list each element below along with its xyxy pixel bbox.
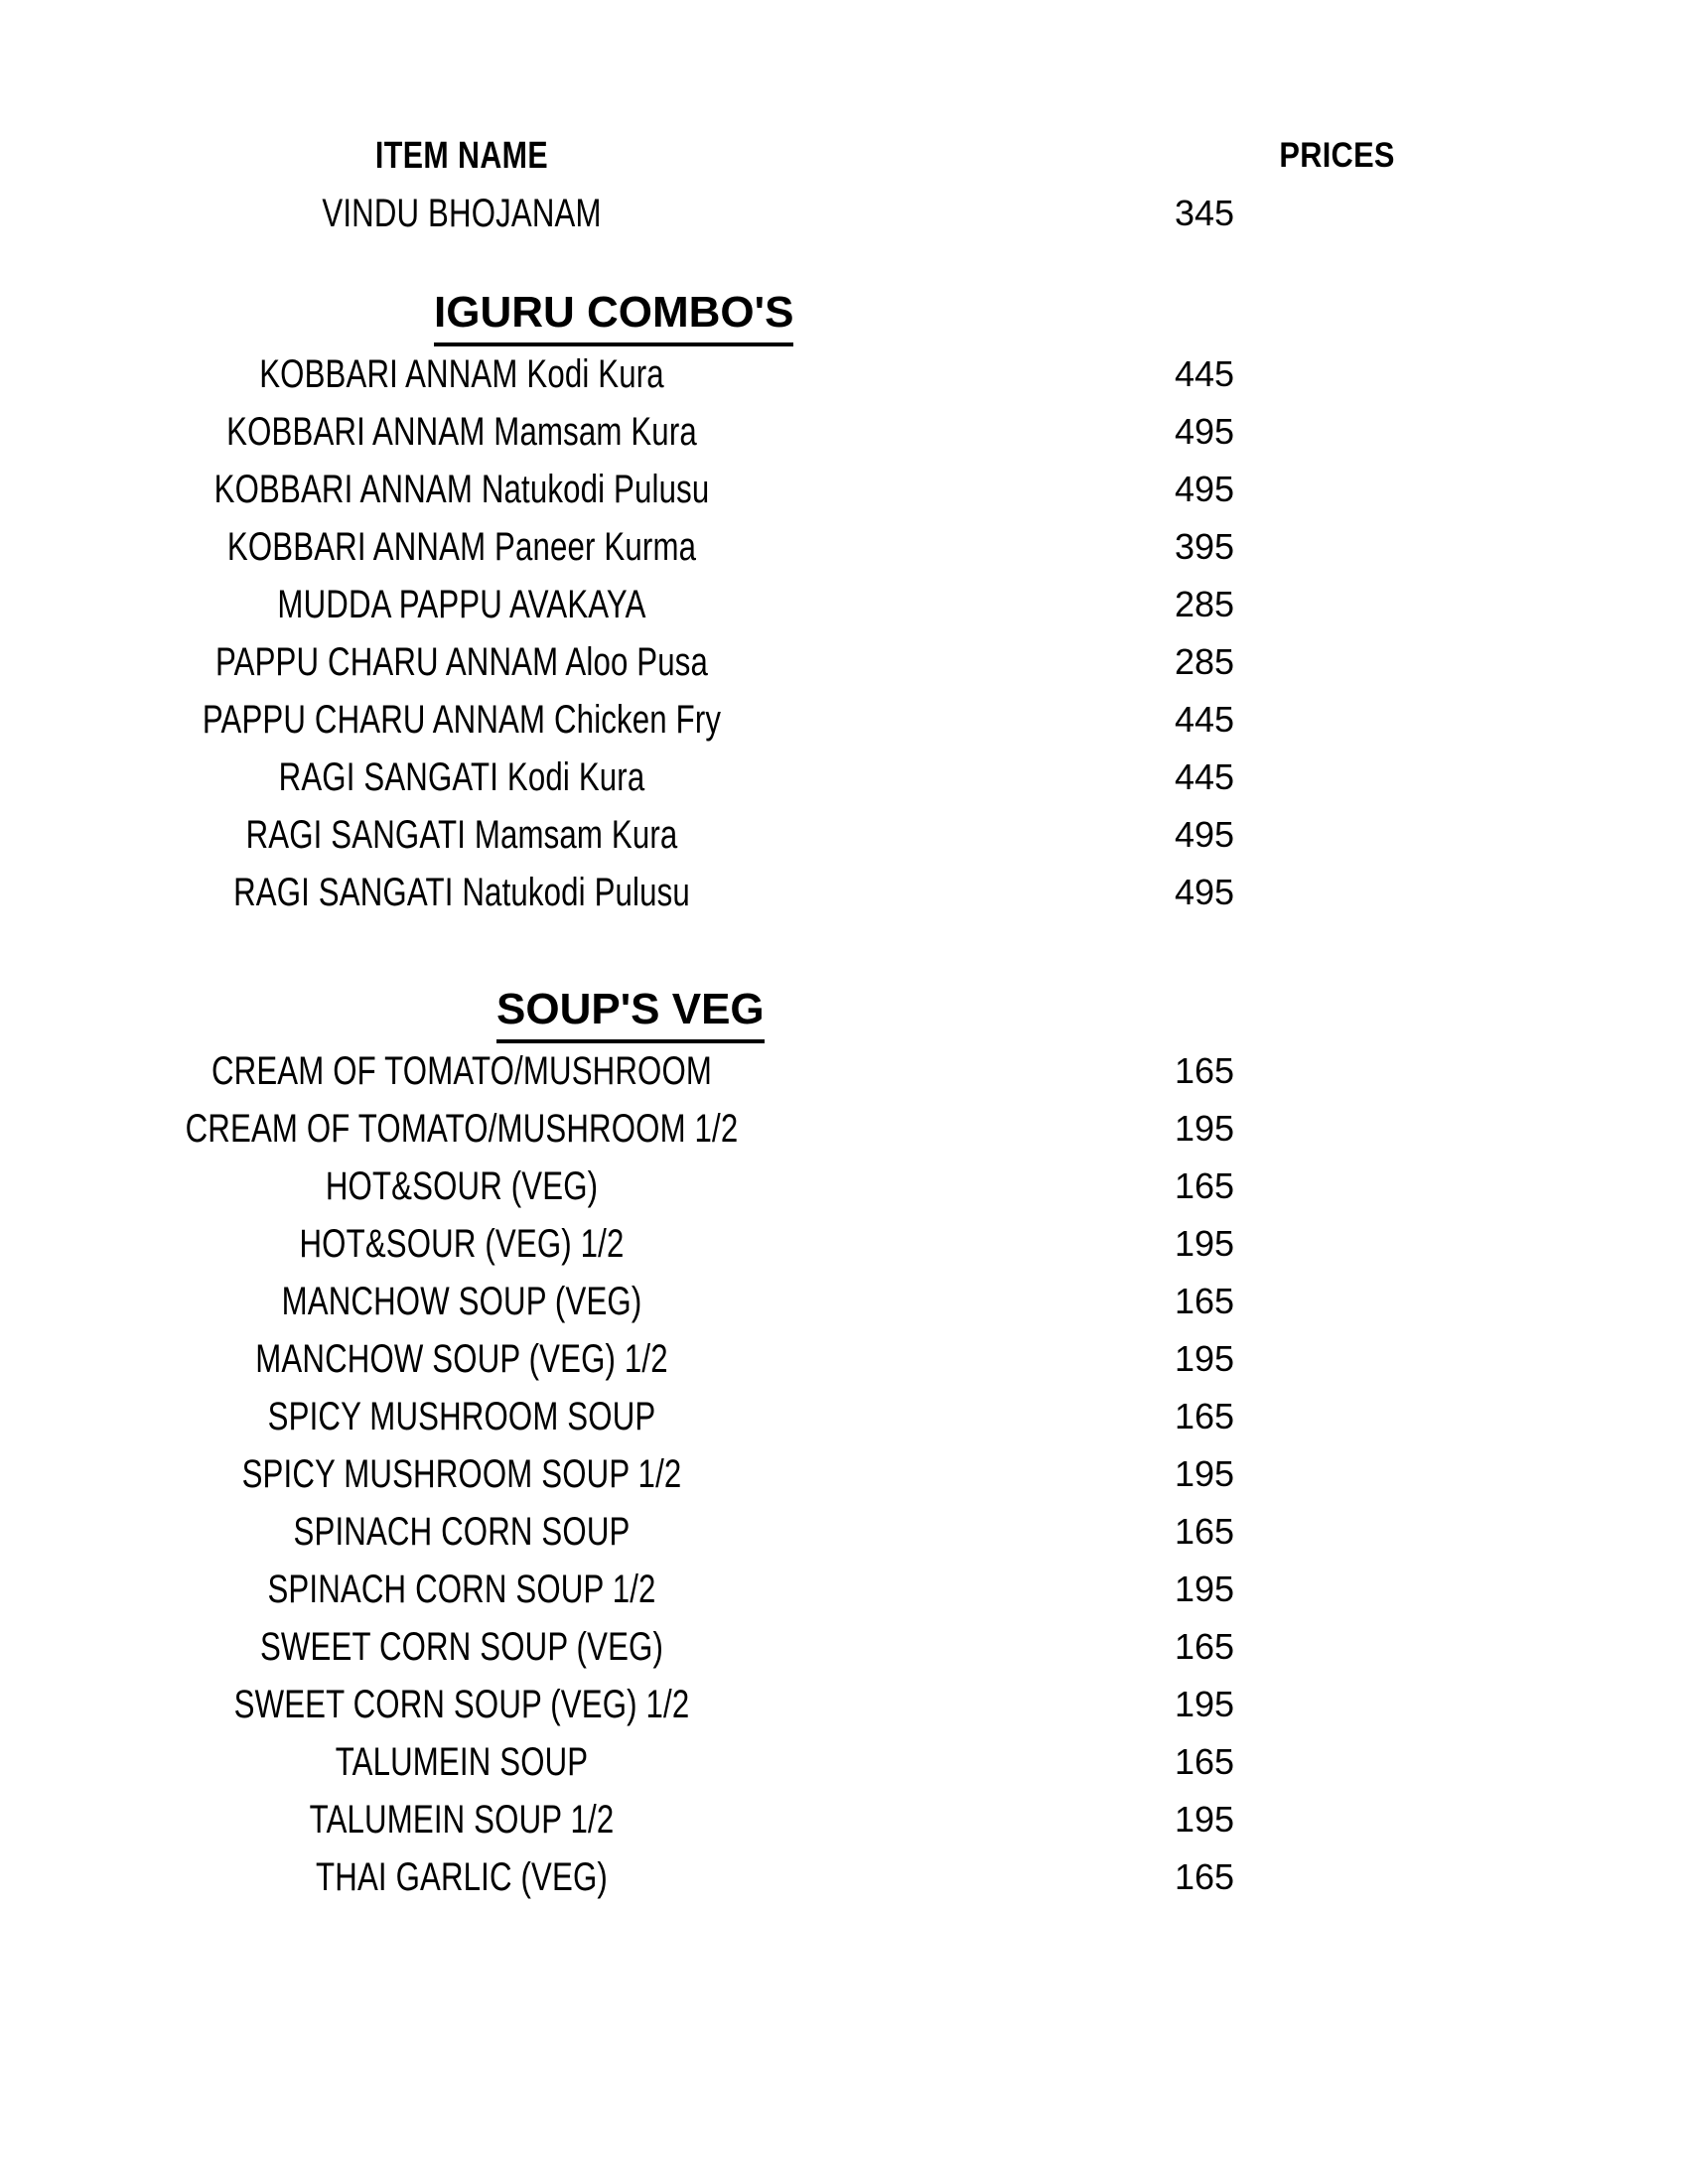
section-rows-soups-veg	[0, 1042, 1688, 1906]
menu-item-name: SPINACH CORN SOUP 1/2	[267, 1568, 656, 1611]
menu-item-row	[0, 518, 1688, 576]
section-title-soups-veg: SOUP'S VEG	[496, 981, 765, 1043]
menu-item-row	[0, 1388, 1688, 1445]
menu-item-price: 395	[1174, 526, 1235, 567]
menu-item-name: KOBBARI ANNAM Paneer Kurma	[226, 525, 697, 569]
menu-item-name: MANCHOW SOUP (VEG)	[281, 1280, 642, 1323]
menu-item-price: 165	[1174, 1511, 1235, 1552]
menu-item-row	[0, 1100, 1688, 1158]
menu-item-name: THAI GARLIC (VEG)	[316, 1855, 608, 1899]
column-header-item-name: ITEM NAME	[374, 135, 549, 177]
menu-item-price: 195	[1174, 1569, 1235, 1609]
menu-item-price: 345	[1174, 193, 1235, 233]
menu-item-name: KOBBARI ANNAM Mamsam Kura	[226, 410, 697, 454]
menu-item-price: 165	[1174, 1165, 1235, 1206]
menu-item-name: RAGI SANGATI Natukodi Pulusu	[233, 871, 690, 914]
menu-item-name: PAPPU CHARU ANNAM Chicken Fry	[202, 698, 722, 742]
menu-item-name: PAPPU CHARU ANNAM Aloo Pusa	[214, 640, 709, 684]
menu-item-price: 495	[1174, 814, 1235, 855]
menu-item-price: 165	[1174, 1281, 1235, 1321]
spacer-between-sections	[0, 921, 1688, 981]
menu-item-name: RAGI SANGATI Kodi Kura	[278, 755, 645, 799]
menu-item-row	[0, 806, 1688, 864]
menu-item-name: VINDU BHOJANAM	[322, 192, 602, 235]
menu-item-name: MANCHOW SOUP (VEG) 1/2	[255, 1337, 668, 1381]
menu-item-name: TALUMEIN SOUP	[335, 1740, 589, 1784]
menu-item-price: 195	[1174, 1338, 1235, 1379]
menu-item-row	[0, 1791, 1688, 1848]
menu-item-name: SPICY MUSHROOM SOUP 1/2	[241, 1452, 682, 1496]
menu-item-row	[0, 691, 1688, 749]
menu-item-row	[0, 1445, 1688, 1503]
menu-item-price: 495	[1174, 469, 1235, 509]
menu-item-name: TALUMEIN SOUP 1/2	[309, 1798, 615, 1842]
section-heading-iguru-combos	[0, 284, 1688, 345]
menu-item-price: 445	[1174, 756, 1235, 797]
menu-item-row	[0, 633, 1688, 691]
menu-item-price: 195	[1174, 1108, 1235, 1149]
menu-item-price: 285	[1174, 641, 1235, 682]
menu-item-price: 195	[1174, 1223, 1235, 1264]
section-title-iguru-combos: IGURU COMBO'S	[434, 284, 793, 346]
menu-item-name: CREAM OF TOMATO/MUSHROOM 1/2	[185, 1107, 739, 1151]
menu-item-name: MUDDA PAPPU AVAKAYA	[277, 583, 646, 626]
menu-item-name: HOT&SOUR (VEG)	[325, 1164, 599, 1208]
menu-item-price: 165	[1174, 1626, 1235, 1667]
menu-item-row	[0, 461, 1688, 518]
menu-item-row	[0, 345, 1688, 403]
menu-item-name: HOT&SOUR (VEG) 1/2	[299, 1222, 625, 1266]
menu-item-name: KOBBARI ANNAM Natukodi Pulusu	[213, 468, 710, 511]
menu-item-name: SPICY MUSHROOM SOUP	[267, 1395, 656, 1438]
spacer-after-intro	[0, 242, 1688, 284]
menu-item-name: SWEET CORN SOUP (VEG)	[259, 1625, 664, 1669]
section-heading-soups-veg	[0, 981, 1688, 1042]
menu-item-price: 495	[1174, 872, 1235, 912]
menu-item-row	[0, 403, 1688, 461]
table-header-row	[0, 127, 1688, 185]
intro-rows-group	[0, 185, 1688, 242]
menu-item-price: 495	[1174, 411, 1235, 452]
menu-item-price: 165	[1174, 1396, 1235, 1436]
menu-item-row	[0, 749, 1688, 806]
menu-item-row	[0, 1561, 1688, 1618]
menu-item-price: 165	[1174, 1741, 1235, 1782]
menu-item-row	[0, 576, 1688, 633]
menu-item-row	[0, 1676, 1688, 1733]
menu-item-row	[0, 1503, 1688, 1561]
menu-item-name: SPINACH CORN SOUP	[293, 1510, 631, 1554]
menu-item-price: 445	[1174, 699, 1235, 740]
menu-item-name: CREAM OF TOMATO/MUSHROOM	[211, 1049, 713, 1093]
menu-item-name: KOBBARI ANNAM Kodi Kura	[259, 352, 664, 396]
menu-item-price: 285	[1174, 584, 1235, 624]
menu-item-price: 165	[1174, 1856, 1235, 1897]
menu-item-row	[0, 864, 1688, 921]
menu-item-price: 165	[1174, 1050, 1235, 1091]
column-header-prices: PRICES	[1279, 136, 1395, 175]
menu-item-row	[0, 1158, 1688, 1215]
menu-item-row	[0, 1618, 1688, 1676]
menu-item-row	[0, 1273, 1688, 1330]
menu-item-row	[0, 1215, 1688, 1273]
menu-item-price: 445	[1174, 353, 1235, 394]
menu-item-price: 195	[1174, 1684, 1235, 1724]
menu-item-row	[0, 1848, 1688, 1906]
top-spacer	[0, 0, 1688, 127]
menu-item-row	[0, 1042, 1688, 1100]
menu-item-row	[0, 185, 1688, 242]
section-rows-iguru-combos	[0, 345, 1688, 921]
menu-item-price: 195	[1174, 1453, 1235, 1494]
menu-item-row	[0, 1330, 1688, 1388]
menu-item-name: SWEET CORN SOUP (VEG) 1/2	[233, 1683, 690, 1726]
menu-item-row	[0, 1733, 1688, 1791]
menu-item-name: RAGI SANGATI Mamsam Kura	[245, 813, 678, 857]
menu-item-price: 195	[1174, 1799, 1235, 1840]
